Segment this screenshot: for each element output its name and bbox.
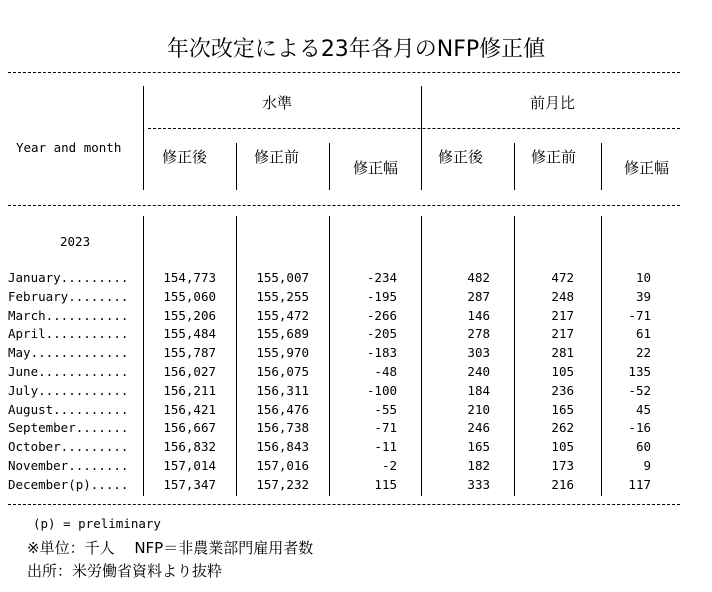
month-label: November........ — [8, 458, 129, 473]
col-header-change-diff: 修正幅 — [624, 159, 670, 177]
year-label: 2023 — [60, 234, 91, 249]
change-revised-value: 146 — [467, 307, 490, 323]
change-revised-value: 240 — [467, 364, 490, 379]
month-label: April........... — [8, 326, 129, 342]
level-revised-value: 157,347 — [163, 476, 216, 492]
month-label: June............ — [8, 364, 129, 379]
level-diff-value: -234 — [366, 270, 397, 285]
level-revised-value: 156,832 — [163, 439, 216, 455]
level-diff-value: -205 — [366, 326, 397, 342]
unit-note: ※単位：千人 NFP＝非農業部門雇用者数 — [27, 539, 314, 557]
change-revised-value: 287 — [467, 288, 490, 304]
change-revised-value: 278 — [467, 326, 490, 342]
col-sep — [143, 86, 144, 190]
level-diff-value: -183 — [366, 345, 397, 361]
change-original-value: 165 — [551, 401, 574, 417]
change-diff-value: 22 — [635, 345, 651, 361]
bottom-rule — [8, 504, 680, 505]
col-sep — [329, 143, 330, 190]
change-original-value: 217 — [551, 307, 574, 323]
level-diff-value: -48 — [374, 364, 397, 379]
change-original-value: 173 — [551, 458, 574, 473]
col-sep — [514, 143, 515, 190]
change-diff-value: 135 — [628, 364, 651, 379]
month-label: March........... — [8, 307, 129, 323]
change-original-value: 217 — [551, 326, 574, 342]
col-header-change-original: 修正前 — [531, 148, 577, 166]
level-original-value: 157,016 — [256, 458, 309, 473]
group-rule — [148, 128, 680, 129]
level-diff-value: -71 — [374, 420, 397, 436]
level-diff-value: -55 — [374, 401, 397, 417]
change-diff-value: -16 — [628, 420, 651, 436]
col-sep — [421, 86, 422, 190]
level-original-value: 155,970 — [256, 345, 309, 361]
change-original-value: 248 — [551, 288, 574, 304]
level-revised-value: 156,667 — [163, 420, 216, 436]
level-revised-value: 155,206 — [163, 307, 216, 323]
level-original-value: 155,689 — [256, 326, 309, 342]
change-original-value: 472 — [551, 270, 574, 285]
change-revised-value: 184 — [467, 382, 490, 398]
month-label: December(p)..... — [8, 476, 129, 492]
level-revised-value: 157,014 — [163, 458, 216, 473]
change-revised-value: 303 — [467, 345, 490, 361]
change-revised-value: 246 — [467, 420, 490, 436]
header-bottom-rule — [8, 205, 680, 206]
change-original-value: 236 — [551, 382, 574, 398]
month-label: May............. — [8, 345, 129, 361]
change-diff-value: 10 — [635, 270, 651, 285]
level-revised-value: 155,484 — [163, 326, 216, 342]
top-rule — [8, 72, 680, 73]
month-label: October......... — [8, 439, 129, 455]
change-diff-value: 9 — [643, 458, 651, 473]
level-original-value: 156,075 — [256, 364, 309, 379]
change-diff-value: 61 — [635, 326, 651, 342]
month-label: January......... — [8, 270, 129, 285]
level-original-value: 155,472 — [256, 307, 309, 323]
col-header-change-revised: 修正後 — [438, 148, 484, 166]
level-revised-value: 154,773 — [163, 270, 216, 285]
col-header-level-diff: 修正幅 — [353, 159, 399, 177]
level-original-value: 156,843 — [256, 439, 309, 455]
level-revised-value: 156,211 — [163, 382, 216, 398]
level-diff-value: -266 — [366, 307, 397, 323]
group-header-change: 前月比 — [530, 94, 576, 112]
change-diff-value: 60 — [635, 439, 651, 455]
change-revised-value: 182 — [467, 458, 490, 473]
change-original-value: 105 — [551, 364, 574, 379]
group-header-level: 水準 — [262, 94, 293, 112]
change-original-value: 105 — [551, 439, 574, 455]
change-revised-value: 210 — [467, 401, 490, 417]
month-label: July............ — [8, 382, 129, 398]
preliminary-note: (p) = preliminary — [33, 516, 161, 531]
level-revised-value: 156,027 — [163, 364, 216, 379]
page-title: 年次改定による23年各月のNFP修正値 — [166, 37, 546, 62]
change-revised-value: 333 — [467, 476, 490, 492]
change-original-value: 262 — [551, 420, 574, 436]
change-diff-value: -52 — [628, 382, 651, 398]
month-label: February........ — [8, 288, 129, 304]
level-diff-value: -100 — [366, 382, 397, 398]
level-revised-value: 155,060 — [163, 288, 216, 304]
level-original-value: 155,007 — [256, 270, 309, 285]
level-original-value: 156,311 — [256, 382, 309, 398]
change-diff-value: -71 — [628, 307, 651, 323]
month-label: August.......... — [8, 401, 129, 417]
change-diff-value: 45 — [635, 401, 651, 417]
change-diff-value: 39 — [635, 288, 651, 304]
change-revised-value: 482 — [467, 270, 490, 285]
month-label: September....... — [8, 420, 129, 436]
change-original-value: 281 — [551, 345, 574, 361]
level-original-value: 156,476 — [256, 401, 309, 417]
level-diff-value: -2 — [381, 458, 397, 473]
change-revised-value: 165 — [467, 439, 490, 455]
level-original-value: 157,232 — [256, 476, 309, 492]
level-diff-value: -195 — [366, 288, 397, 304]
change-diff-value: 117 — [628, 476, 651, 492]
level-diff-value: 115 — [374, 476, 397, 492]
col-header-level-original: 修正前 — [254, 148, 300, 166]
change-original-value: 216 — [551, 476, 574, 492]
level-revised-value: 155,787 — [163, 345, 216, 361]
col-sep — [236, 143, 237, 190]
row-label-header: Year and month — [16, 140, 122, 155]
source-note: 出所：米労働省資料より抜粋 — [27, 562, 223, 580]
level-original-value: 156,738 — [256, 420, 309, 436]
level-original-value: 155,255 — [256, 288, 309, 304]
col-header-level-revised: 修正後 — [162, 148, 208, 166]
level-revised-value: 156,421 — [163, 401, 216, 417]
level-diff-value: -11 — [374, 439, 397, 455]
col-sep — [601, 143, 602, 190]
